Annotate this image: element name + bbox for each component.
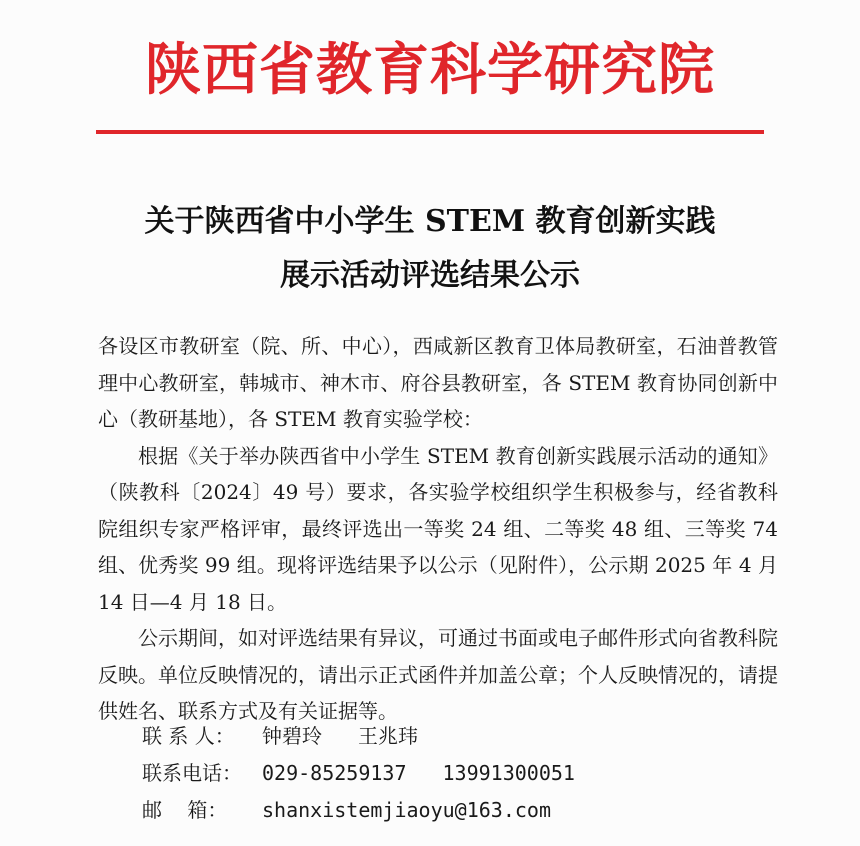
body-paragraph-1: 根据《关于举办陕西省中小学生 STEM 教育创新实践展示活动的通知》（陕教科〔2024〕49 号）要求，各实验学校组织学生积极参与，经省教科院组织专家严格评审，最终评选出一等奖 24 组、二等奖 48 组、三等奖 74 组、优秀奖 99 组。现将评选结果予以公示（见附件），公示期 2025 年 4 月 14 日—4 月 18 日。: [98, 443, 778, 614]
contact-block: [142, 718, 575, 829]
document-title-line1: 关于陕西省中小学生 STEM 教育创新实践: [144, 204, 716, 239]
contact-email: shanxistemjiaoyu@163.com: [262, 798, 551, 822]
body-paragraph-2: 公示期间，如对评选结果有异议，可通过书面或电子邮件形式向省教科院反映。单位反映情况的，请出示正式函件并加盖公章；个人反映情况的，请提供姓名、联系方式及有关证据等。: [98, 626, 778, 723]
contact-email-label: 邮 箱：: [142, 798, 228, 822]
contact-person-row: [142, 718, 575, 755]
contact-phone-1: 029-85259137: [262, 761, 407, 785]
letterhead-org-name: 陕西省教育科学研究院: [145, 37, 715, 103]
addressee-paragraph: 各设区市教研室（院、所、中心），西咸新区教育卫体局教研室，石油普教管理中心教研室，韩城市、神木市、府谷县教研室，各 STEM 教育协同创新中心（教研基地），各 STEM 教育实验学校：: [98, 334, 778, 431]
document-body: [98, 328, 778, 730]
contact-person-2: 王兆玮: [358, 724, 418, 748]
contact-email-row: [142, 792, 575, 829]
contact-phone-row: [142, 755, 575, 792]
contact-person-label: 联 系 人：: [142, 724, 235, 748]
contact-phone-label: 联系电话：: [142, 761, 242, 785]
letterhead-red-rule: [96, 130, 764, 134]
document-title-line2: 展示活动评选结果公示: [280, 258, 580, 293]
contact-phone-2: 13991300051: [442, 761, 575, 785]
contact-person-1: 钟碧玲: [262, 724, 322, 748]
